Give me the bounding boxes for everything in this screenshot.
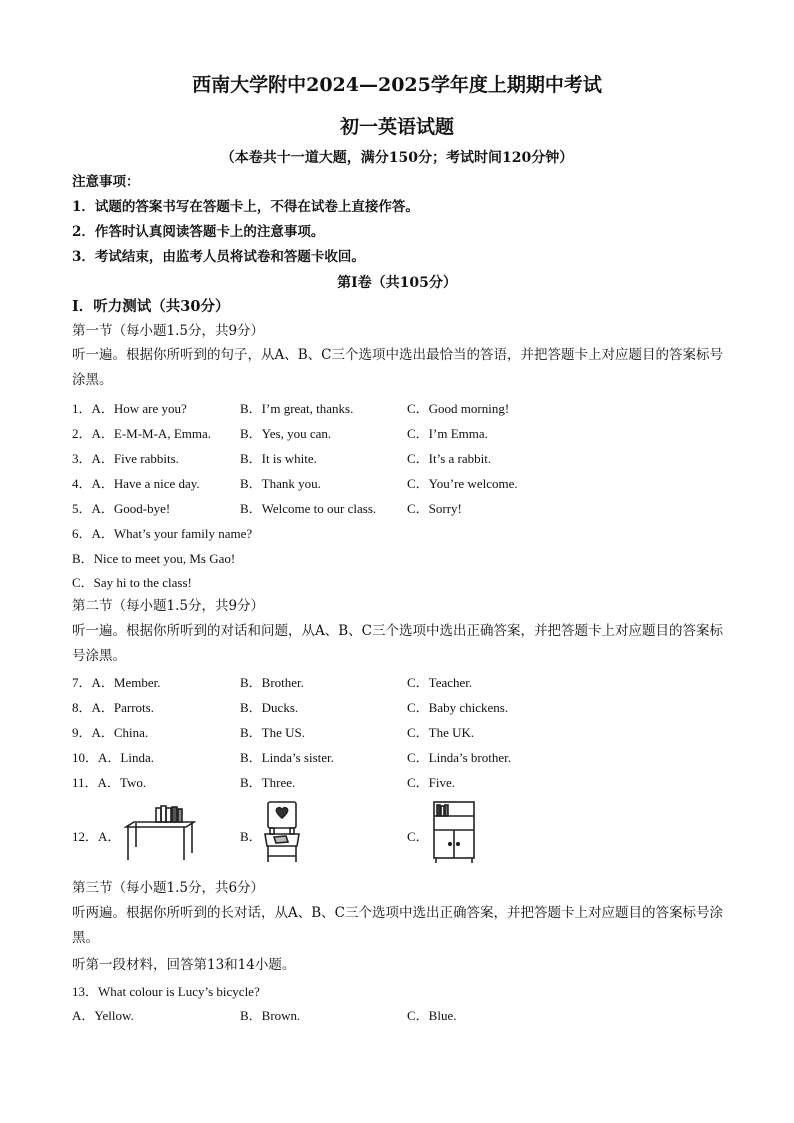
question-4-option-a: 4．A．Have a nice day. xyxy=(72,476,200,491)
section1-sub2: 第二节（每小题1.5分，共9分） xyxy=(72,598,265,614)
question-8-option-b: B．Ducks. xyxy=(240,700,299,715)
question-3-option-b: B．It is white. xyxy=(240,451,317,466)
notice-item: 2．作答时认真阅读答题卡上的注意事项。 xyxy=(72,224,325,240)
question-4-option-c: C．You’re welcome. xyxy=(407,476,518,491)
section1-title: Ⅰ．听力测试（共30分） xyxy=(72,298,230,315)
question-11-option-a: 11．A．Two. xyxy=(72,775,147,790)
question-10-option-b: B．Linda’s sister. xyxy=(240,750,334,765)
notice-item: 3．考试结束，由监考人员将试卷和答题卡收回。 xyxy=(72,249,365,265)
question-6-option-c: C．Say hi to the class! xyxy=(72,575,192,590)
section1-instr1: 听一遍。根据你所听到的句子，从A、B、C三个选项中选出最恰当的答语，并把答题卡上对应题目的答案标号涂黑。 xyxy=(72,347,723,388)
question-6-option-a: 6．A．What’s your family name? xyxy=(72,526,253,541)
question-9-option-b: B．The US. xyxy=(240,725,306,740)
question-1-option-b: B．I’m great, thanks. xyxy=(240,401,354,416)
notice-item: 1．试题的答案书写在答题卡上，不得在试卷上直接作答。 xyxy=(72,199,419,215)
question-10-option-c: C．Linda’s brother. xyxy=(407,750,511,765)
chair-with-heart-icon xyxy=(262,800,302,864)
question-2-option-c: C．I’m Emma. xyxy=(407,426,488,441)
question-5-option-b: B．Welcome to our class. xyxy=(240,501,377,516)
question-12-option-b: B． xyxy=(240,829,262,844)
question-7-option-a: 7．A．Member. xyxy=(72,675,161,690)
part1-title: 第Ⅰ卷（共105分） xyxy=(337,275,457,291)
question-7-option-b: B．Brother. xyxy=(240,675,304,690)
question-10-option-a: 10．A．Linda. xyxy=(72,750,154,765)
notice-heading: 注意事项： xyxy=(72,174,140,190)
question-13-stem: 13．What colour is Lucy’s bicycle? xyxy=(72,984,260,999)
question-2-option-a: 2．A．E-M-M-A, Emma. xyxy=(72,426,212,441)
question-13-option-b: B．Brown. xyxy=(240,1008,301,1023)
question-5-option-a: 5．A．Good-bye! xyxy=(72,501,171,516)
question-12-option-a: 12．A． xyxy=(72,829,121,844)
question-1-option-c: C．Good morning! xyxy=(407,401,510,416)
question-4-option-b: B．Thank you. xyxy=(240,476,321,491)
question-9-option-c: C．The UK. xyxy=(407,725,475,740)
question-3-option-c: C．It’s a rabbit. xyxy=(407,451,492,466)
exam-note: （本卷共十一道大题，满分150分；考试时间120分钟） xyxy=(220,150,574,166)
question-11-option-b: B．Three. xyxy=(240,775,296,790)
question-8-option-a: 8．A．Parrots. xyxy=(72,700,154,715)
question-6-option-b: B．Nice to meet you, Ms Gao! xyxy=(72,551,236,566)
bookcase-icon xyxy=(431,800,477,864)
exam-title: 西南大学附中2024—2025学年度上期期中考试 xyxy=(192,74,602,96)
question-13-option-c: C．Blue. xyxy=(407,1008,457,1023)
question-12-option-c: C． xyxy=(407,829,429,844)
question-7-option-c: C．Teacher. xyxy=(407,675,473,690)
section1-sub1: 第一节（每小题1.5分，共9分） xyxy=(72,323,265,339)
section1-instr3: 听两遍。根据你所听到的长对话，从A、B、C三个选项中选出正确答案，并把答题卡上对应题目的答案标号涂黑。 xyxy=(72,905,723,946)
question-1-option-a: 1．A．How are you? xyxy=(72,401,187,416)
question-2-option-b: B．Yes, you can. xyxy=(240,426,332,441)
question-13-option-a: A．Yellow. xyxy=(72,1008,134,1023)
question-3-option-a: 3．A．Five rabbits. xyxy=(72,451,179,466)
question-9-option-a: 9．A．China. xyxy=(72,725,149,740)
desk-with-books-icon xyxy=(124,805,196,863)
exam-subject: 初一英语试题 xyxy=(339,116,454,138)
question-8-option-c: C．Baby chickens. xyxy=(407,700,509,715)
section1-sub3: 第三节（每小题1.5分，共6分） xyxy=(72,880,265,896)
question-11-option-c: C．Five. xyxy=(407,775,456,790)
section1-instr2: 听一遍。根据你所听到的对话和问题，从A、B、C三个选项中选出正确答案，并把答题卡上对应题目的答案标号涂黑。 xyxy=(72,623,723,664)
question-5-option-c: C．Sorry! xyxy=(407,501,462,516)
material-1-intro: 听第一段材料，回答第13和14小题。 xyxy=(72,957,296,973)
